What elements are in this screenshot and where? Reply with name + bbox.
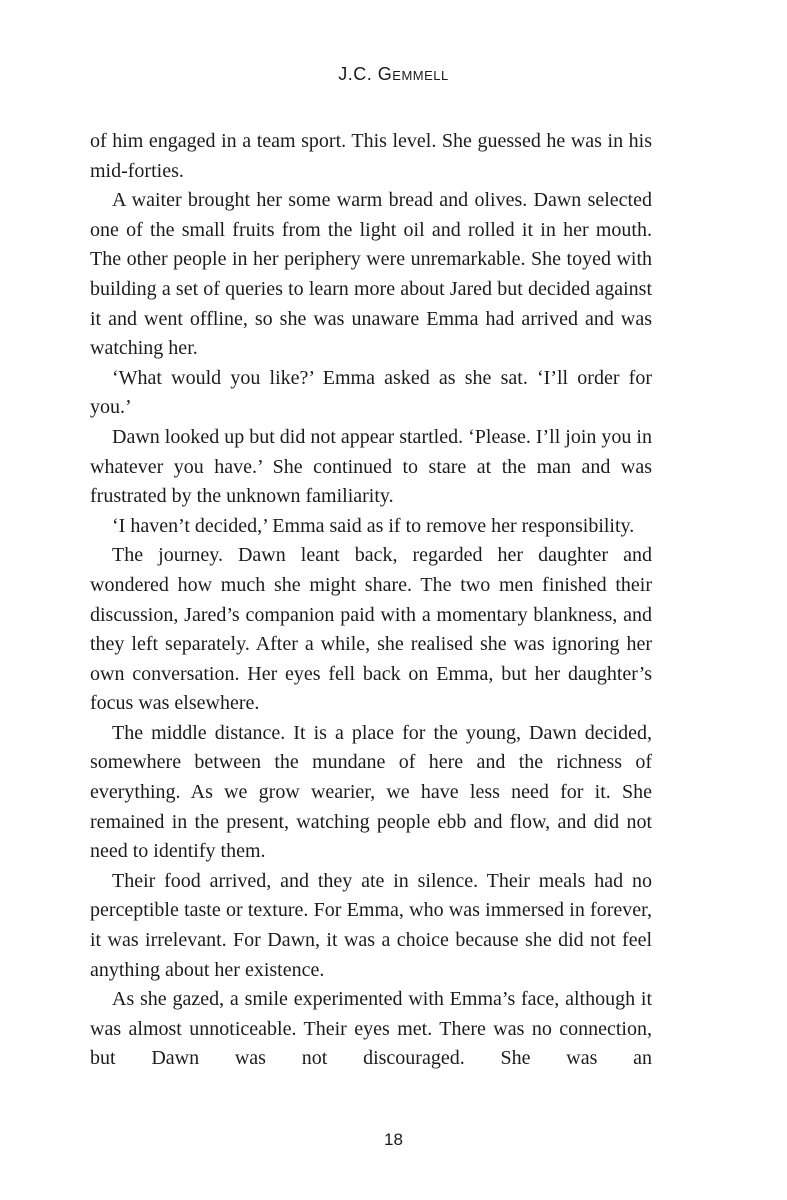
paragraph: Their food arrived, and they ate in silence. Their meals had no perceptible taste or texture. For Emma, who was immersed in forever, it was irrelevant. For Dawn, it was a choice because she did not feel anything about her existence. — [90, 869, 652, 981]
author-name: J.C. Gemmell — [338, 64, 449, 84]
paragraph: ‘What would you like?’ Emma asked as she sat. ‘I’ll order for you.’ — [90, 366, 652, 419]
paragraph: ‘I haven’t decided,’ Emma said as if to remove her responsibility. — [112, 514, 635, 537]
paragraph: The middle distance. It is a place for the young, Dawn decided, somewhere between the mundane of here and the richness of everything. As we grow wearier, we have less need for it. She remained in the present, watching people ebb and flow, and did not need to identify them. — [90, 721, 652, 863]
body-text — [90, 127, 652, 1074]
paragraph: The journey. Dawn leant back, regarded her daughter and wondered how much she might share. The two men finished their discussion, Jared’s companion paid with a momentary blankness, and they left separately. After a while, she realised she was ignoring her own conversation. Her eyes fell back on Emma, but her daughter’s focus was elsewhere. — [90, 544, 652, 715]
paragraph: Dawn looked up but did not appear startled. ‘Please. I’ll join you in whatever you have.’ She continued to stare at the man and was frustrated by the unknown familiarity. — [90, 425, 652, 508]
paragraph: A waiter brought her some warm bread and olives. Dawn selected one of the small fruits from the light oil and rolled it in her mouth. The other people in her periphery were unremarkable. She toyed with building a set of queries to learn more about Jared but decided against it and went offline, so she was unaware Emma had arrived and was watching her. — [90, 189, 652, 360]
running-head — [0, 64, 787, 85]
paragraph: As she gazed, a smile experimented with Emma’s face, although it was almost unnoticeable. Their eyes met. There was no connection, but Dawn was not discouraged. She was an — [90, 988, 652, 1070]
page-number: 18 — [384, 1130, 403, 1149]
paragraph: of him engaged in a team sport. This level. She guessed he was in his mid-forties. — [90, 130, 652, 182]
